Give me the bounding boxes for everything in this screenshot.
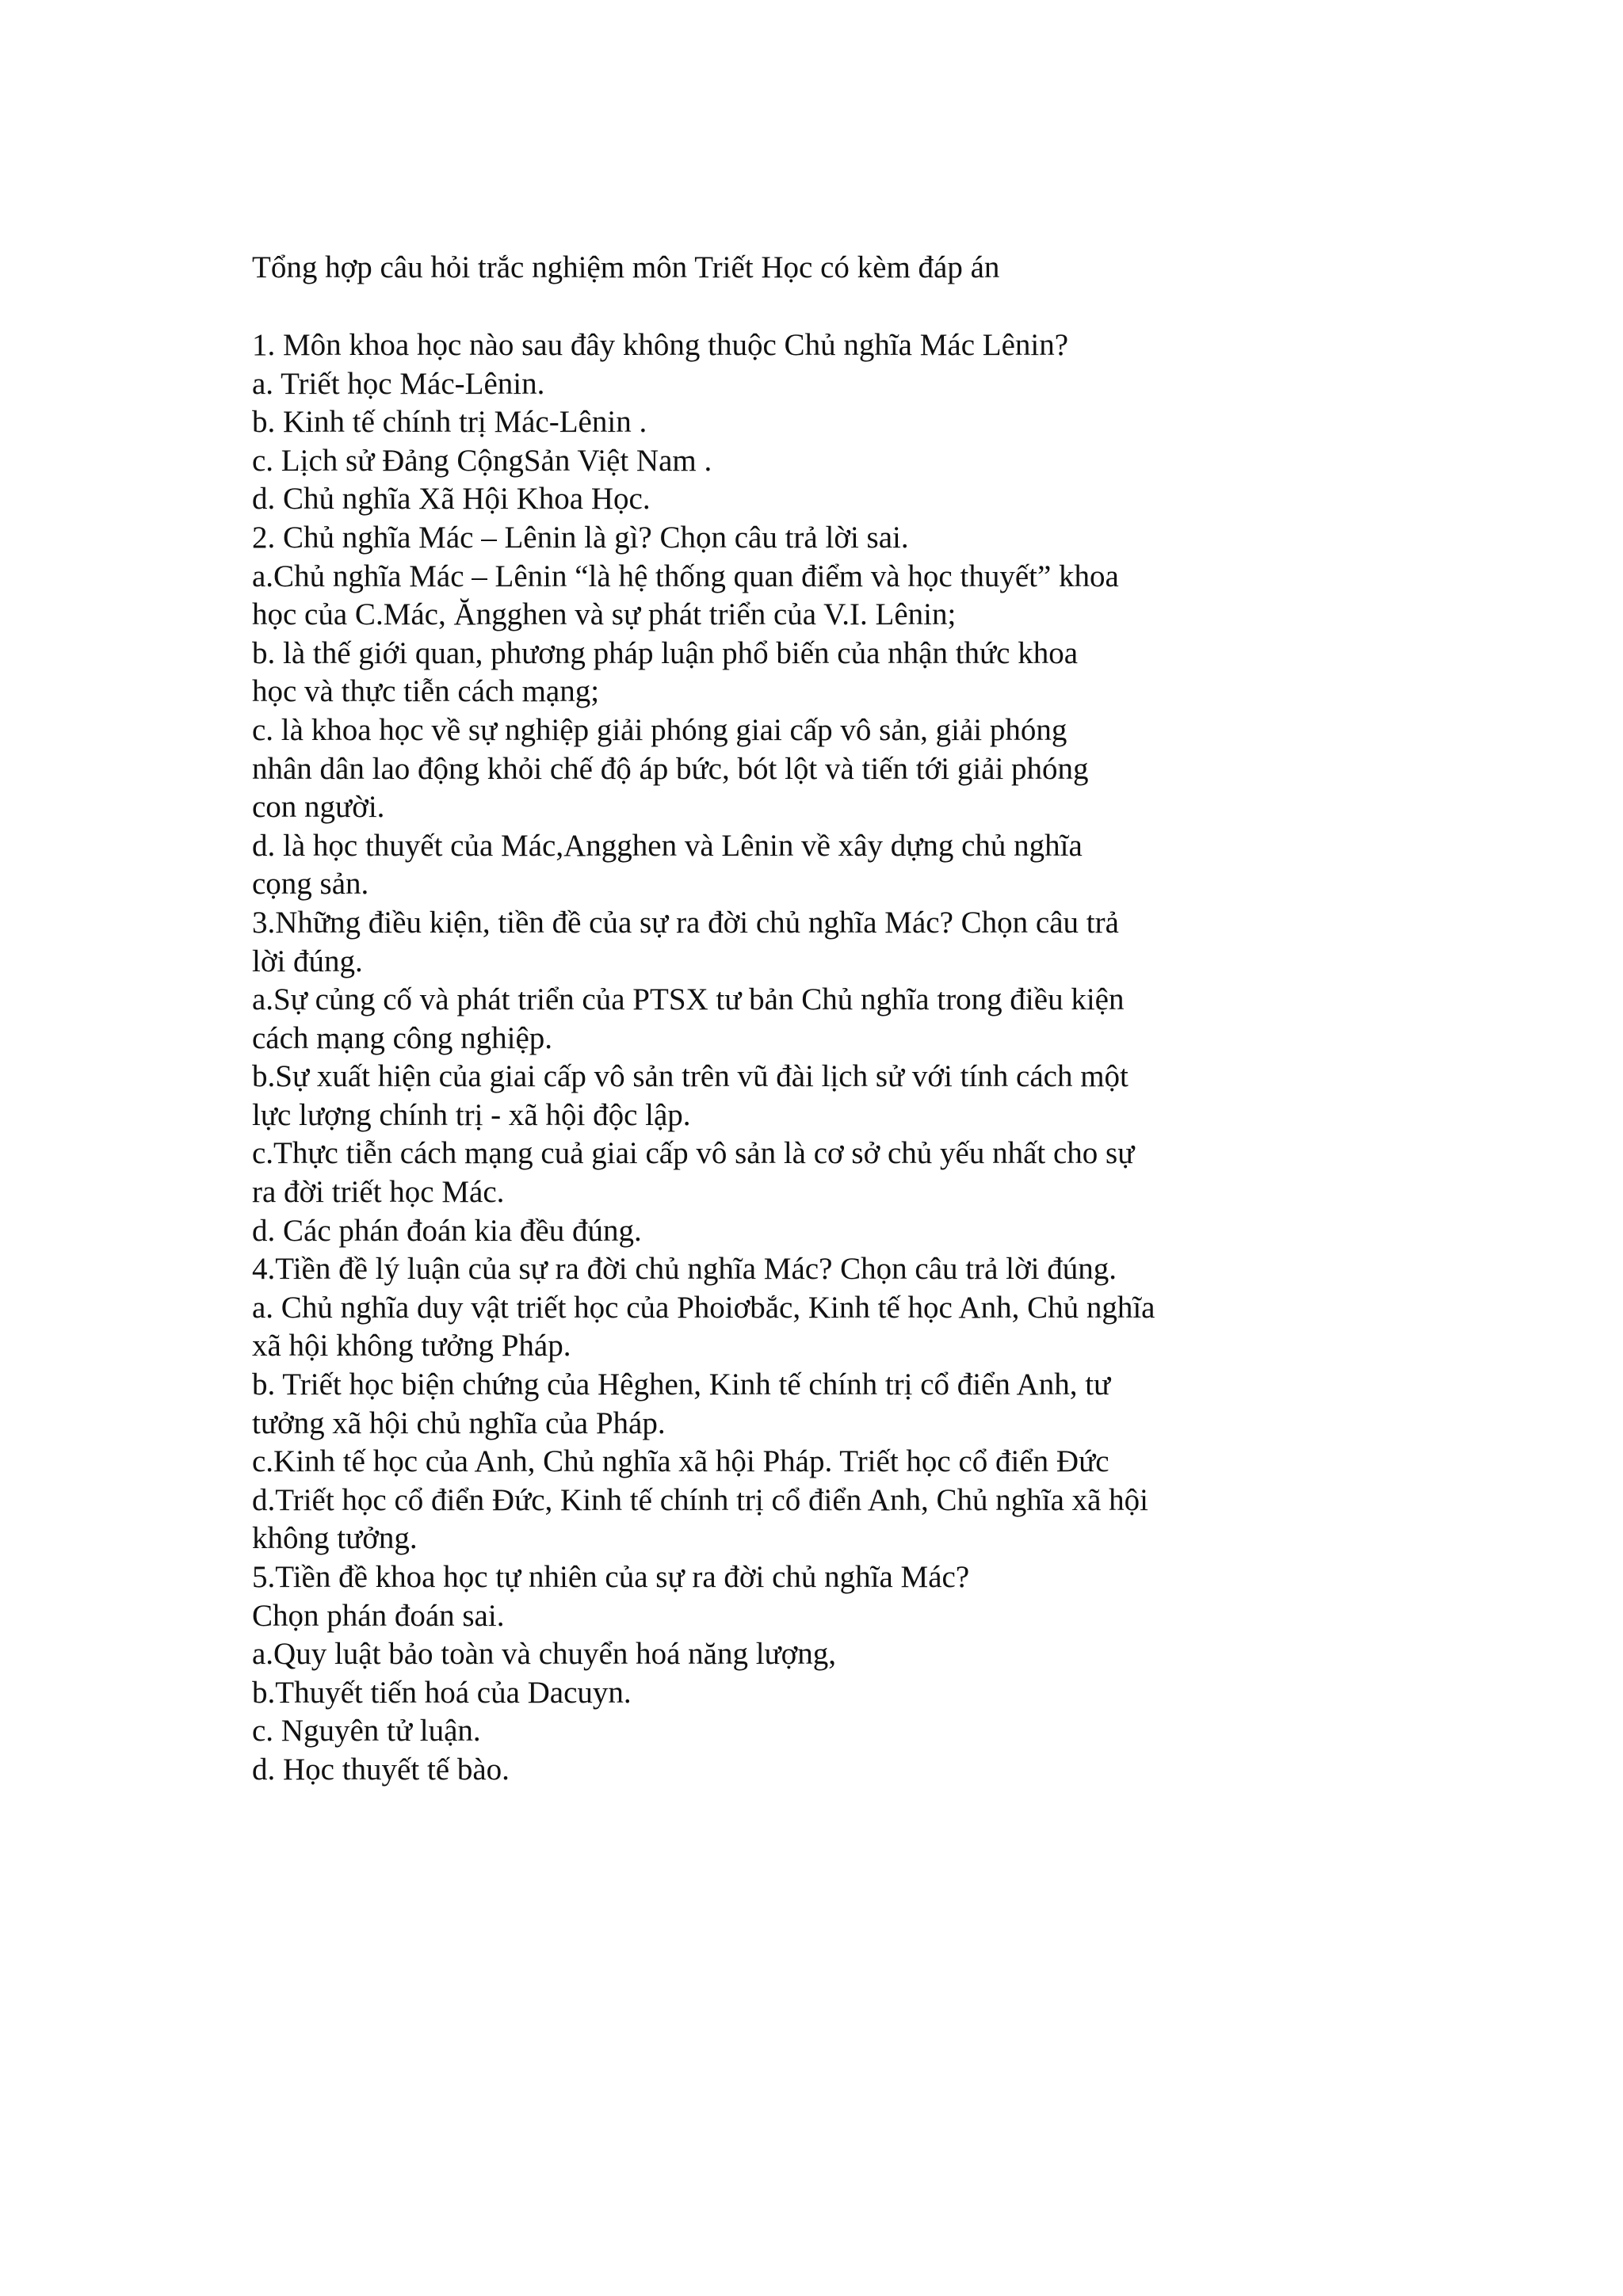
document-line: cọng sản. xyxy=(252,867,369,902)
document-line: b.Sự xuất hiện của giai cấp vô sản trên vũ đài lịch sử với tính cách một xyxy=(252,1059,1128,1094)
document-line: lực lượng chính trị - xã hội độc lập. xyxy=(252,1097,691,1132)
document-line: a.Quy luật bảo toàn và chuyển hoá năng lượng, xyxy=(252,1637,837,1672)
document-body xyxy=(252,326,1282,1790)
document-line: cách mạng công nghiệp. xyxy=(252,1020,553,1055)
document-line: b. là thế giới quan, phương pháp luận phổ biến của nhận thức khoa xyxy=(252,635,1079,670)
document-line: tưởng xã hội chủ nghĩa của Pháp. xyxy=(252,1405,666,1440)
document-line: a. Triết học Mác-Lênin. xyxy=(252,366,545,401)
document-line: nhân dân lao động khỏi chế độ áp bức, bót lột và tiến tới giải phóng xyxy=(252,751,1089,786)
document-line: a.Sự củng cố và phát triển của PTSX tư bản Chủ nghĩa trong điều kiện xyxy=(252,982,1125,1017)
document-line: không tưởng. xyxy=(252,1521,418,1556)
document-line: c.Thực tiễn cách mạng cuả giai cấp vô sản là cơ sở chủ yếu nhất cho sự xyxy=(252,1136,1135,1171)
document-line: c. Lịch sử Đảng CộngSản Việt Nam . xyxy=(252,443,712,478)
document-line: d.Triết học cổ điển Đức, Kinh tế chính trị cổ điển Anh, Chủ nghĩa xã hội xyxy=(252,1482,1149,1517)
document-line: b. Triết học biện chứng của Hêghen, Kinh tế chính trị cổ điển Anh, tư xyxy=(252,1367,1111,1402)
document-title: Tổng hợp câu hỏi trắc nghiệm môn Triết Học có kèm đáp án xyxy=(252,250,1000,284)
document-line: Chọn phán đoán sai. xyxy=(252,1598,505,1633)
document-line: d. Chủ nghĩa Xã Hội Khoa Học. xyxy=(252,482,651,517)
document-line: 5.Tiền đề khoa học tự nhiên của sự ra đời chủ nghĩa Mác? xyxy=(252,1560,970,1594)
document-line: a. Chủ nghĩa duy vật triết học của Phoiơbắc, Kinh tế học Anh, Chủ nghĩa xyxy=(252,1290,1155,1325)
document-line: 3.Những điều kiện, tiền đề của sự ra đời chủ nghĩa Mác? Chọn câu trả xyxy=(252,905,1119,940)
document-line: d. là học thuyết của Mác,Angghen và Lênin về xây dựng chủ nghĩa xyxy=(252,828,1083,863)
document-line: c. là khoa học về sự nghiệp giải phóng giai cấp vô sản, giải phóng xyxy=(252,712,1067,747)
document-line: học của C.Mác, Ăngghen và sự phát triển của V.I. Lênin; xyxy=(252,597,957,632)
document-line: a.Chủ nghĩa Mác – Lênin “là hệ thống quan điểm và học thuyết” khoa xyxy=(252,559,1119,593)
document-line: c.Kinh tế học của Anh, Chủ nghĩa xã hội Pháp. Triết học cổ điển Đức xyxy=(252,1444,1109,1479)
document-line: con người. xyxy=(252,790,385,825)
document-line: học và thực tiễn cách mạng; xyxy=(252,674,600,709)
document-line: ra đời triết học Mác. xyxy=(252,1175,505,1210)
document-line: b.Thuyết tiến hoá của Dacuyn. xyxy=(252,1675,632,1710)
document-line: xã hội không tưởng Pháp. xyxy=(252,1329,571,1363)
document-line: d. Các phán đoán kia đều đúng. xyxy=(252,1213,642,1248)
document-line: lời đúng. xyxy=(252,944,363,978)
document-line: 2. Chủ nghĩa Mác – Lênin là gì? Chọn câu trả lời sai. xyxy=(252,520,909,555)
document-line: 1. Môn khoa học nào sau đây không thuộc Chủ nghĩa Mác Lênin? xyxy=(252,328,1069,362)
document-line: c. Nguyên tử luận. xyxy=(252,1714,481,1749)
document-line: d. Học thuyết tế bào. xyxy=(252,1752,510,1787)
document-line: b. Kinh tế chính trị Mác-Lênin . xyxy=(252,405,647,440)
document-line: 4.Tiền đề lý luận của sự ra đời chủ nghĩa Mác? Chọn câu trả lời đúng. xyxy=(252,1252,1117,1287)
